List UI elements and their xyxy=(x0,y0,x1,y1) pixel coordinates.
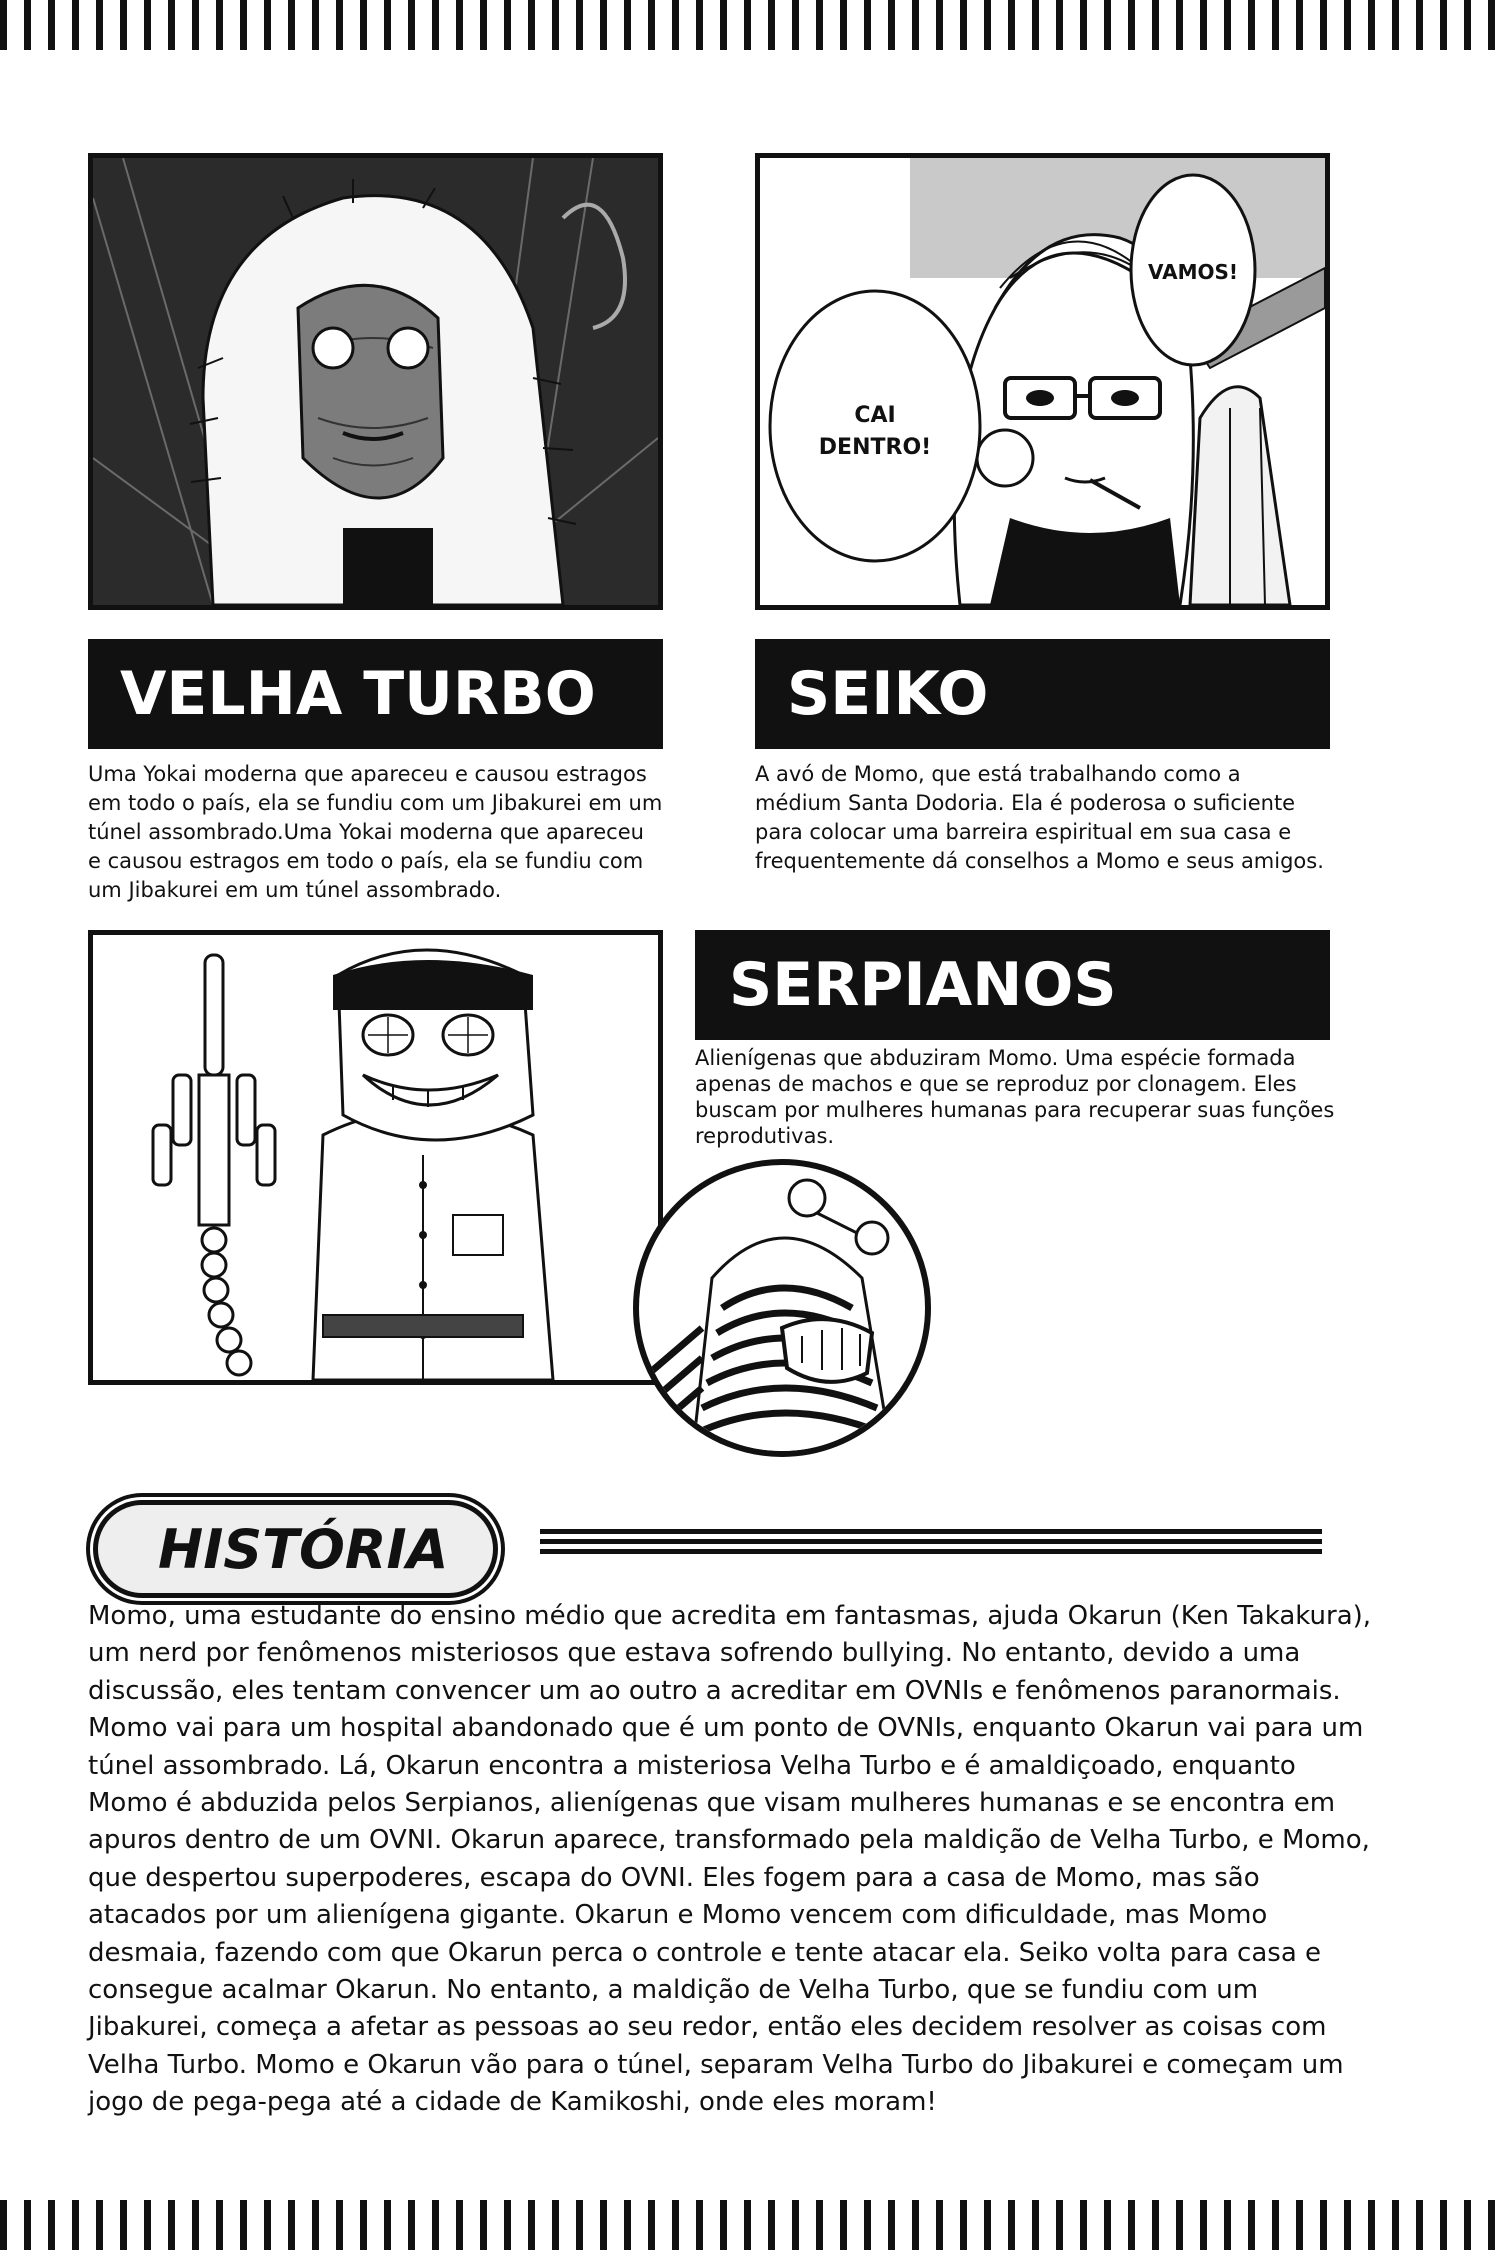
serpiano-closeup-illustration xyxy=(632,1158,932,1458)
serpiano-illustration xyxy=(88,930,663,1385)
history-rule-middle xyxy=(540,1539,1322,1544)
history-rule-top xyxy=(540,1529,1322,1534)
character-name-velha-turbo: VELHA TURBO xyxy=(88,639,663,749)
history-rule-bottom xyxy=(540,1549,1322,1554)
bottom-border-stripes xyxy=(0,2200,1500,2250)
speech-bubble-vamos: VAMOS! xyxy=(1147,260,1239,284)
character-desc-seiko: A avó de Momo, que está trabalhando como a médium Santa Dodoria. Ela é poderosa o suficiente para colocar uma barreira espiritual em sua casa e frequentemente dá conselhos a Momo e seus amigos. xyxy=(755,762,1324,873)
history-heading: HISTÓRIA xyxy=(158,1518,449,1581)
velha-turbo-illustration xyxy=(88,153,663,610)
character-desc-velha-turbo: Uma Yokai moderna que apareceu e causou estragos em todo o país, ela se fundiu com um Jibakurei em um túnel assombrado.Uma Yokai moderna que apareceu e causou estragos em todo o país, ela se fundiu com um Jibakurei em um túnel assombrado. xyxy=(88,762,663,902)
seiko-illustration xyxy=(755,153,1330,610)
character-name-seiko: SEIKO xyxy=(755,639,1330,749)
history-heading-pill xyxy=(93,1500,498,1598)
character-desc-serpianos: Alienígenas que abduziram Momo. Uma espécie formada apenas de machos e que se reproduz por clonagem. Eles buscam por mulheres humanas para recuperar suas funções reprodutivas. xyxy=(695,1046,1335,1148)
history-text: Momo, uma estudante do ensino médio que acredita em fantasmas, ajuda Okarun (Ken Takakura), um nerd por fenômenos misteriosos que estava sofrendo bullying. No entanto, devido a uma discussão, eles tentam convencer um ao outro a acreditar em OVNIs e fenômenos paranormais. Momo vai para um hospital abandonado que é um ponto de OVNIs, enquanto Okarun vai para um túnel assombrado. Lá, Okarun encontra a misteriosa Velha Turbo e é amaldiçoado, enquanto Momo é abduzida pelos Serpianos, alienígenas que visam mulheres humanas e se encontra em apuros dentro de um OVNI. Okarun aparece, transformado pela maldição de Velha Turbo, e Momo, que despertou superpoderes, escapa do OVNI. Eles fogem para a casa de Momo, mas são atacados por um alienígena gigante. Okarun e Momo vencem com dificuldade, mas Momo desmaia, fazendo com que Okarun perca o controle e tente atacar ela. Seiko volta para casa e consegue acalmar Okarun. No entanto, a maldição de Velha Turbo, que se fundiu com um Jibakurei, começa a afetar as pessoas ao seu redor, então eles decidem resolver as coisas com Velha Turbo. Momo e Okarun vão para o túnel, separam Velha Turbo do Jibakurei e começam um jogo de pega-pega até a cidade de Kamikoshi, onde eles moram! xyxy=(88,1601,1372,2118)
speech-bubble-cai: CAI xyxy=(854,403,896,428)
character-name-serpianos: SERPIANOS xyxy=(695,930,1330,1040)
speech-bubble-dentro: DENTRO! xyxy=(818,435,932,460)
top-border-stripes xyxy=(0,0,1500,50)
